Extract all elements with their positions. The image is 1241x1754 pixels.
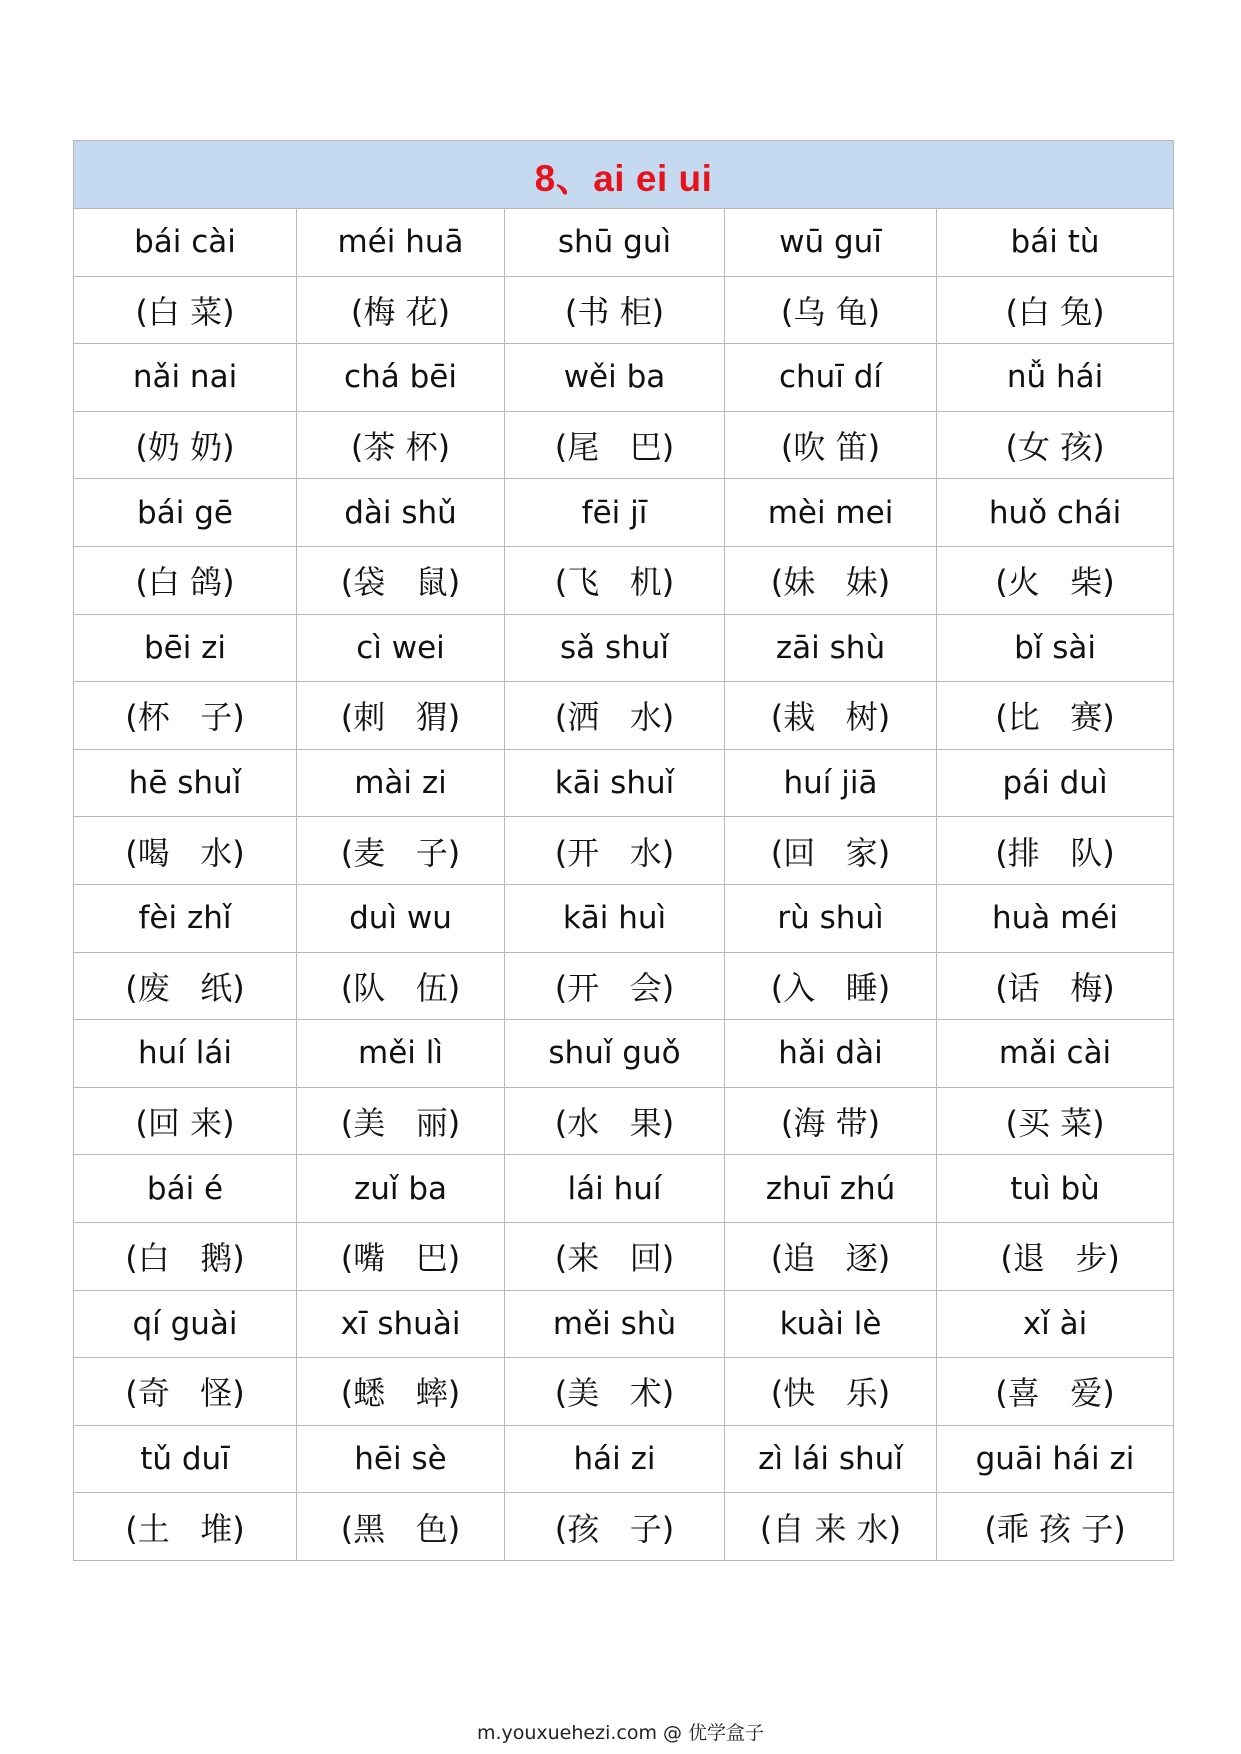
hanzi-cell: (白 鹅) [74,1222,297,1290]
hanzi-cell: (蟋 蟀) [297,1358,505,1426]
pinyin-cell: kāi huì [505,884,725,952]
hanzi-cell: (土 堆) [74,1493,297,1561]
hanzi-cell: (茶 杯) [297,411,505,479]
hanzi-row [74,817,1174,885]
hanzi-cell: (喜 爱) [937,1358,1174,1426]
pinyin-cell: wěi ba [505,344,725,412]
pinyin-cell: qí guài [74,1290,297,1358]
hanzi-cell: (追 逐) [725,1222,937,1290]
hanzi-cell: (快 乐) [725,1358,937,1426]
pinyin-cell: huí jiā [725,749,937,817]
hanzi-row [74,411,1174,479]
hanzi-row [74,682,1174,750]
pinyin-row [74,1425,1174,1493]
hanzi-cell: (妹 妹) [725,546,937,614]
hanzi-row [74,1087,1174,1155]
pinyin-cell: xī shuài [297,1290,505,1358]
hanzi-cell: (自 来 水) [725,1493,937,1561]
footer-watermark: m.youxuehezi.com @ 优学盒子 [476,1722,765,1744]
hanzi-cell: (话 梅) [937,952,1174,1020]
hanzi-cell: (奇 怪) [74,1358,297,1426]
pinyin-cell: mài zi [297,749,505,817]
hanzi-cell: (女 孩) [937,411,1174,479]
hanzi-cell: (麦 子) [297,817,505,885]
pinyin-cell: hēi sè [297,1425,505,1493]
pinyin-cell: hǎi dài [725,1020,937,1088]
pinyin-cell: lái huí [505,1155,725,1223]
pinyin-cell: fèi zhǐ [74,884,297,952]
vocabulary-table [73,140,1174,1561]
pinyin-cell: bēi zi [74,614,297,682]
hanzi-row [74,1358,1174,1426]
pinyin-cell: shū guì [505,209,725,277]
hanzi-cell: (入 睡) [725,952,937,1020]
pinyin-cell: bái tù [937,209,1174,277]
pinyin-cell: huǒ chái [937,479,1174,547]
pinyin-cell: měi lì [297,1020,505,1088]
hanzi-cell: (白 菜) [74,276,297,344]
pinyin-cell: mǎi cài [937,1020,1174,1088]
hanzi-cell: (比 赛) [937,682,1174,750]
pinyin-row [74,1155,1174,1223]
pinyin-row [74,479,1174,547]
hanzi-cell: (黑 色) [297,1493,505,1561]
pinyin-row [74,1020,1174,1088]
pinyin-cell: kāi shuǐ [505,749,725,817]
hanzi-cell: (来 回) [505,1222,725,1290]
pinyin-cell: kuài lè [725,1290,937,1358]
hanzi-cell: (回 来) [74,1087,297,1155]
pinyin-row [74,209,1174,277]
pinyin-row [74,884,1174,952]
hanzi-cell: (白 鸽) [74,546,297,614]
pinyin-cell: chuī dí [725,344,937,412]
pinyin-cell: sǎ shuǐ [505,614,725,682]
hanzi-cell: (袋 鼠) [297,546,505,614]
pinyin-cell: duì wu [297,884,505,952]
hanzi-cell: (乌 龟) [725,276,937,344]
pinyin-cell: rù shuì [725,884,937,952]
hanzi-cell: (尾 巴) [505,411,725,479]
hanzi-cell: (海 带) [725,1087,937,1155]
hanzi-cell: (白 兔) [937,276,1174,344]
pinyin-cell: chá bēi [297,344,505,412]
hanzi-cell: (孩 子) [505,1493,725,1561]
hanzi-row [74,952,1174,1020]
pinyin-cell: huà méi [937,884,1174,952]
hanzi-cell: (排 队) [937,817,1174,885]
hanzi-cell: (嘴 巴) [297,1222,505,1290]
hanzi-cell: (刺 猬) [297,682,505,750]
hanzi-cell: (乖 孩 子) [937,1493,1174,1561]
pinyin-cell: zuǐ ba [297,1155,505,1223]
pinyin-cell: zhuī zhú [725,1155,937,1223]
pinyin-row [74,1290,1174,1358]
pinyin-cell: nǚ hái [937,344,1174,412]
hanzi-cell: (栽 树) [725,682,937,750]
hanzi-cell: (水 果) [505,1087,725,1155]
pinyin-cell: bái gē [74,479,297,547]
pinyin-cell: xǐ ài [937,1290,1174,1358]
hanzi-cell: (火 柴) [937,546,1174,614]
pinyin-row [74,614,1174,682]
pinyin-cell: hē shuǐ [74,749,297,817]
hanzi-cell: (开 会) [505,952,725,1020]
hanzi-cell: (洒 水) [505,682,725,750]
pinyin-cell: zì lái shuǐ [725,1425,937,1493]
pinyin-cell: huí lái [74,1020,297,1088]
hanzi-cell: (吹 笛) [725,411,937,479]
hanzi-cell: (队 伍) [297,952,505,1020]
hanzi-cell: (美 术) [505,1358,725,1426]
pinyin-cell: bǐ sài [937,614,1174,682]
pinyin-cell: měi shù [505,1290,725,1358]
pinyin-cell: shuǐ guǒ [505,1020,725,1088]
hanzi-cell: (梅 花) [297,276,505,344]
table-title: 8、ai ei ui [74,141,1174,209]
hanzi-cell: (喝 水) [74,817,297,885]
hanzi-row [74,276,1174,344]
hanzi-row [74,546,1174,614]
hanzi-cell: (退 步) [937,1222,1174,1290]
hanzi-cell: (开 水) [505,817,725,885]
hanzi-cell: (飞 机) [505,546,725,614]
pinyin-cell: fēi jī [505,479,725,547]
pinyin-cell: pái duì [937,749,1174,817]
table-body [74,209,1174,1561]
pinyin-cell: cì wei [297,614,505,682]
hanzi-cell: (书 柜) [505,276,725,344]
pinyin-cell: bái é [74,1155,297,1223]
hanzi-row [74,1493,1174,1561]
pinyin-cell: mèi mei [725,479,937,547]
hanzi-row [74,1222,1174,1290]
pinyin-cell: bái cài [74,209,297,277]
pinyin-cell: tuì bù [937,1155,1174,1223]
hanzi-cell: (奶 奶) [74,411,297,479]
hanzi-cell: (杯 子) [74,682,297,750]
pinyin-cell: wū guī [725,209,937,277]
hanzi-cell: (回 家) [725,817,937,885]
pinyin-row [74,749,1174,817]
pinyin-cell: hái zi [505,1425,725,1493]
pinyin-cell: dài shǔ [297,479,505,547]
hanzi-cell: (美 丽) [297,1087,505,1155]
pinyin-cell: nǎi nai [74,344,297,412]
pinyin-row [74,344,1174,412]
pinyin-cell: tǔ duī [74,1425,297,1493]
pinyin-cell: guāi hái zi [937,1425,1174,1493]
hanzi-cell: (废 纸) [74,952,297,1020]
hanzi-cell: (买 菜) [937,1087,1174,1155]
pinyin-cell: méi huā [297,209,505,277]
pinyin-cell: zāi shù [725,614,937,682]
